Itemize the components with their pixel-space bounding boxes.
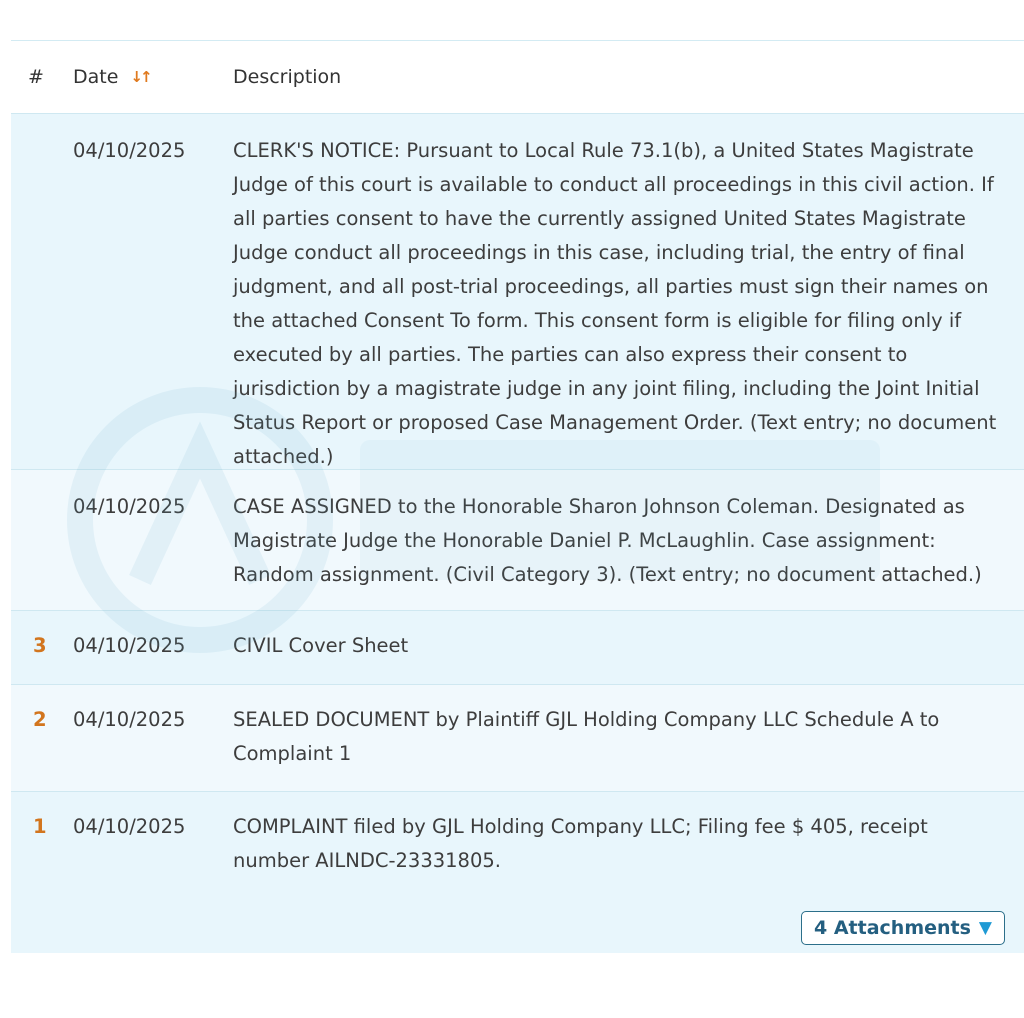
entry-number (11, 490, 73, 610)
entry-description: COMPLAINT filed by GJL Holding Company LLC; Filing fee $ 405, receipt number AILNDC-23331805. (233, 815, 928, 872)
table-row (11, 684, 1024, 791)
attachments-label: 4 Attachments (814, 917, 971, 939)
entry-date: 04/10/2025 (73, 139, 186, 162)
entry-date: 04/10/2025 (73, 634, 186, 657)
entry-number[interactable]: 3 (33, 634, 47, 657)
table-row (11, 113, 1024, 469)
caret-down-icon: ▼ (978, 918, 992, 938)
column-header-date-label: Date (73, 66, 119, 88)
entry-date: 04/10/2025 (73, 815, 186, 838)
entry-date: 04/10/2025 (73, 495, 186, 518)
table-row (11, 610, 1024, 684)
entry-number (11, 134, 73, 469)
docket-table (11, 40, 1024, 953)
column-header-date[interactable] (73, 66, 233, 88)
entry-description: SEALED DOCUMENT by Plaintiff GJL Holding Company LLC Schedule A to Complaint 1 (233, 708, 940, 765)
entry-number[interactable]: 1 (33, 815, 47, 838)
sort-arrows-icon[interactable]: ↓↑ (130, 68, 150, 86)
entry-description: CIVIL Cover Sheet (233, 634, 409, 657)
table-header (11, 41, 1024, 113)
column-header-description[interactable]: Description (233, 66, 342, 88)
attachments-dropdown-button[interactable] (801, 911, 1005, 945)
entry-date: 04/10/2025 (73, 708, 186, 731)
entry-description: CLERK'S NOTICE: Pursuant to Local Rule 73.1(b), a United States Magistrate Judge of this court is available to conduct all proceedings in this civil action. If all parties consent to have the currently assigned United States Magistrate Judge conduct all proceedings in this case, including trial, the entry of final judgment, and all post-trial proceedings, all parties must sign their names on the attached Consent To form. This consent form is eligible for filing only if executed by all parties. The parties can also express their consent to jurisdiction by a magistrate judge in any joint filing, including the Joint Initial Status Report or proposed Case Management Order. (Text entry; no document attached.) (233, 139, 997, 468)
table-row (11, 791, 1024, 953)
entry-number[interactable]: 2 (33, 708, 47, 731)
entry-description: CASE ASSIGNED to the Honorable Sharon Johnson Coleman. Designated as Magistrate Judge the Honorable Daniel P. McLaughlin. Case assignment: Random assignment. (Civil Category 3). (Text entry; no document attached.) (233, 495, 982, 586)
column-header-number[interactable]: # (28, 66, 44, 88)
table-row (11, 469, 1024, 610)
